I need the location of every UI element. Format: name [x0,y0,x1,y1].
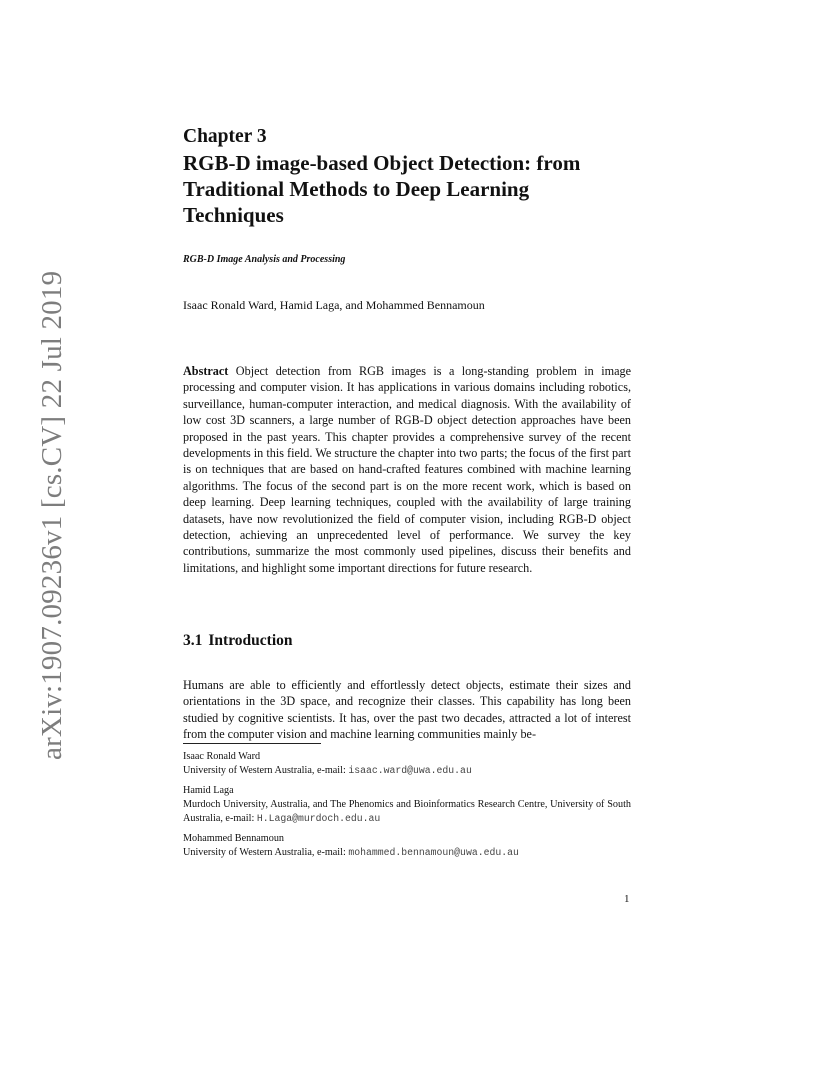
footnote-author [183,832,631,860]
footnote-author-name: Hamid Laga [183,785,234,796]
abstract-text: Object detection from RGB images is a long-standing problem in image processing and computer vision. It has applications in various domains including robotics, surveillance, human-computer interaction, and medical diagnosis. With the availability of low cost 3D scanners, a large number of RGB-D object detection approaches have been proposed in the past years. This chapter provides a comprehensive survey of the recent developments in this field. We structure the chapter into two parts; the focus of the first part is on techniques that are based on hand-crafted features combined with machine learning algorithms. The focus of the second part is on the more recent work, which is based on deep learning. Deep learning techniques, coupled with the availability of large training datasets, have now revolutionized the field of computer vision, including RGB-D object detection, achieving an unprecedented level of performance. We survey the key contributions, summarize the most commonly used pipelines, discuss their benefits and limitations, and highlight some important directions for future research. [183,364,631,575]
email-link[interactable]: isaac.ward@uwa.edu.au [348,765,472,776]
section-heading [183,632,293,650]
email-link[interactable]: mohammed.bennamoun@uwa.edu.au [348,847,519,858]
running-head: RGB-D Image Analysis and Processing [183,254,346,265]
page-number: 1 [624,893,630,905]
footnote-author [183,750,631,778]
footnote-author [183,784,631,826]
footnote-author-name: Mohammed Bennamoun [183,833,285,844]
footnote-affiliation [183,846,631,860]
chapter-title: RGB-D image-based Object Detection: from Traditional Methods to Deep Learning Techniques [183,151,581,227]
footnote-affiliation [183,764,631,778]
affiliation-text: University of Western Australia, e-mail: [183,765,349,776]
arxiv-side-stamp: arXiv:1907.09236v1 [cs.CV] 22 Jul 2019 [36,270,68,760]
footnote-rule [183,743,321,744]
footnote-author-name: Isaac Ronald Ward [183,751,261,762]
section-number: 3.1 [183,632,203,649]
section-title: Introduction [208,632,293,649]
author-list: Isaac Ronald Ward, Hamid Laga, and Mohammed Bennamoun [183,298,485,312]
footnotes [183,750,631,866]
affiliation-text: Murdoch University, Australia, and The Phenomics and Bioinformatics Research Centre, University of South Australia, e-mail: [183,799,631,824]
footnote-affiliation [183,799,631,824]
affiliation-text: University of Western Australia, e-mail: [183,847,349,858]
abstract [183,363,631,576]
email-link[interactable]: H.Laga@murdoch.edu.au [256,813,381,824]
chapter-label: Chapter 3 [183,126,267,147]
intro-paragraph: Humans are able to efficiently and effortlessly detect objects, estimate their sizes and orientations in the 3D space, and recognize their classes. This capability has long been studied by cognitive scientists. It has, over the past two decades, attracted a lot of interest from the computer vision and machine learning communities mainly be- [183,678,631,742]
abstract-label: Abstract [183,364,229,378]
